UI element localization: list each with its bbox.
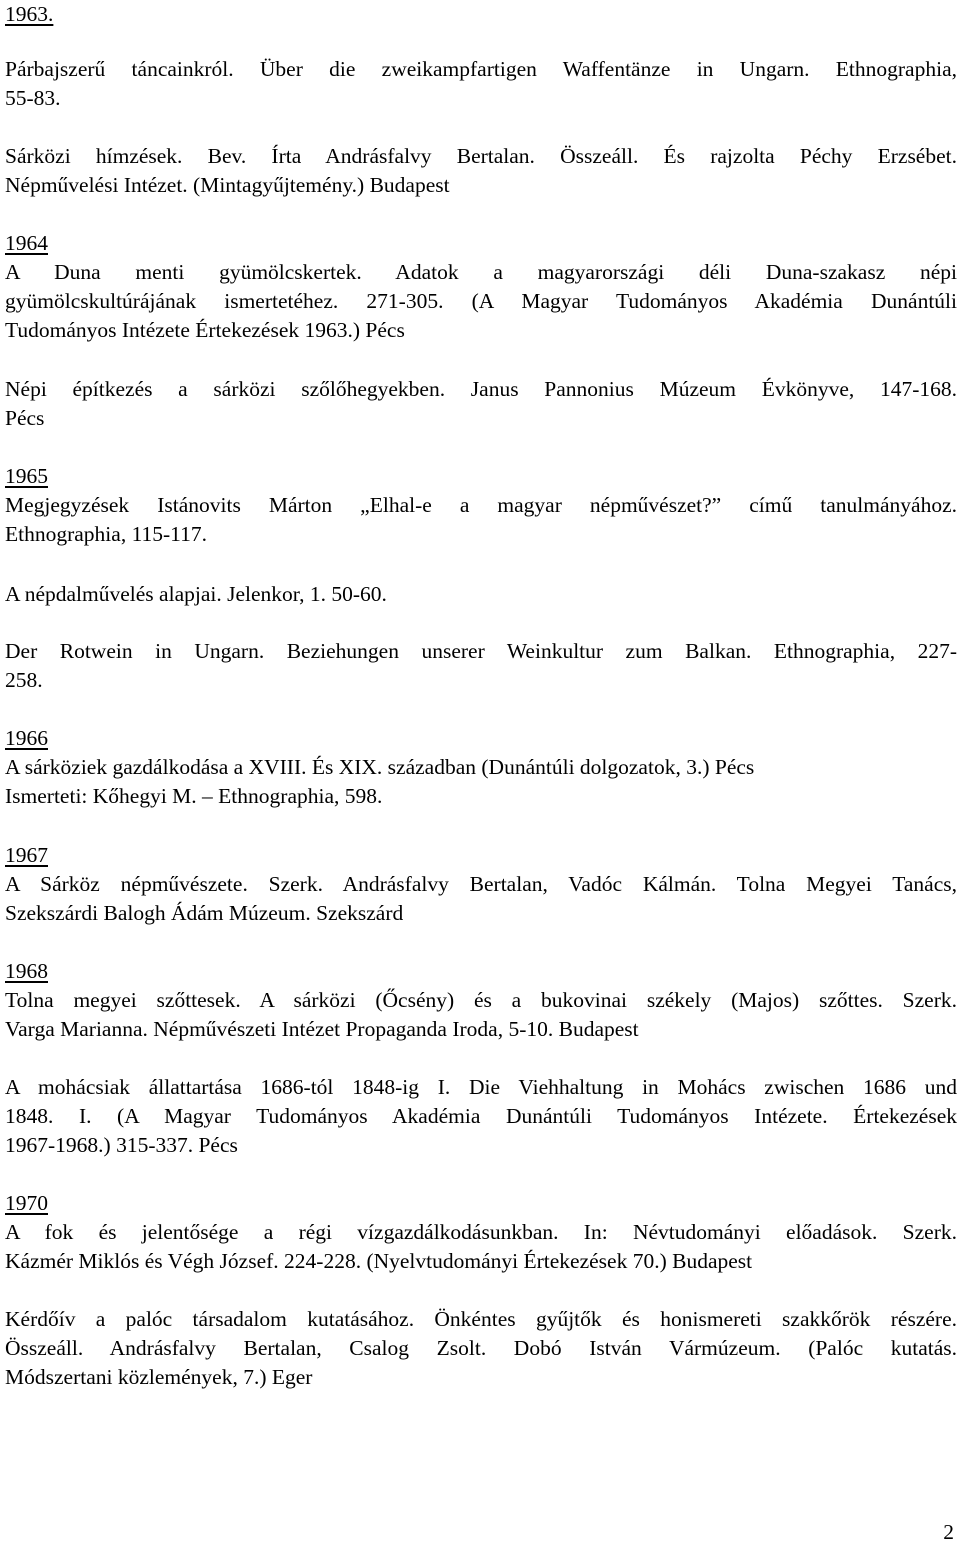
entry-line: Ismerteti: Kőhegyi M. – Ethnographia, 598. (5, 784, 383, 808)
page-number: 2 (943, 1520, 954, 1544)
entry-line: Népi építkezés a sárközi szőlőhegyekben. Janus Pannonius Múzeum Évkönyve, 147-168. (5, 377, 957, 401)
bibliography-entry (5, 957, 957, 1044)
entry-line: gyümölcskultúrájának ismertetéhez. 271-305. (A Magyar Tudományos Akadémia Dunántúli (5, 289, 957, 313)
entry-line: Kérdőív a palóc társadalom kutatásához. Önkéntes gyűjtők és honismereti szakkőrök részére. (5, 1307, 957, 1331)
year-heading: 1967 (5, 843, 48, 867)
bibliography-entry (5, 724, 957, 811)
bibliography-entry (5, 462, 957, 549)
bibliography-entry (5, 637, 957, 695)
year-heading: 1968 (5, 959, 48, 983)
entry-line: Sárközi hímzések. Bev. Írta Andrásfalvy Bertalan. Összeáll. És rajzolta Péchy Erzsébet. (5, 144, 957, 168)
entry-line: Tolna megyei szőttesek. A sárközi (Őcsény) és a bukovinai székely (Majos) szőttes. Szerk. (5, 988, 957, 1012)
entry-line: A népdalművelés alapjai. Jelenkor, 1. 50-60. (5, 582, 387, 606)
entry-line: A sárköziek gazdálkodása a XVIII. És XIX. században (Dunántúli dolgozatok, 3.) Pécs (5, 755, 755, 779)
entry-line: 55-83. (5, 86, 61, 110)
entry-line: Népművelési Intézet. (Mintagyűjtemény.) Budapest (5, 173, 450, 197)
bibliography-entry (5, 142, 957, 200)
bibliography-entry (5, 375, 957, 433)
year-heading: 1970 (5, 1191, 48, 1215)
entry-line: Kázmér Miklós és Végh József. 224-228. (Nyelvtudományi Értekezések 70.) Budapest (5, 1249, 753, 1273)
year-heading: 1963. (5, 2, 54, 26)
bibliography-entry (5, 1073, 957, 1160)
entry-line: Szekszárdi Balogh Ádám Múzeum. Szekszárd (5, 901, 404, 925)
entry-line: Párbajszerű táncainkról. Über die zweikampfartigen Waffentänze in Ungarn. Ethnographia, (5, 57, 957, 81)
entry-line: A fok és jelentősége a régi vízgazdálkodásunkban. In: Névtudományi előadások. Szerk. (5, 1220, 957, 1244)
bibliography-entry (5, 55, 957, 113)
year-heading: 1964 (5, 231, 48, 255)
entry-line: 1967-1968.) 315-337. Pécs (5, 1133, 238, 1157)
bibliography-entry (5, 1305, 957, 1392)
entry-line: Összeáll. Andrásfalvy Bertalan, Csalog Zsolt. Dobó István Vármúzeum. (Palóc kutatás. (5, 1336, 957, 1360)
entry-line: A Sárköz népművészete. Szerk. Andrásfalvy Bertalan, Vadóc Kálmán. Tolna Megyei Tanács, (5, 872, 957, 896)
bibliography-entry (5, 1189, 957, 1276)
entry-line: Tudományos Intézete Értekezések 1963.) Pécs (5, 318, 405, 342)
year-heading: 1966 (5, 726, 48, 750)
bibliography-entry (5, 229, 957, 345)
entry-line: Varga Marianna. Népművészeti Intézet Propaganda Iroda, 5-10. Budapest (5, 1017, 639, 1041)
entry-line: Módszertani közlemények, 7.) Eger (5, 1365, 313, 1389)
bibliography-entry (5, 580, 957, 609)
entry-line: Ethnographia, 115-117. (5, 522, 208, 546)
year-heading: 1965 (5, 464, 48, 488)
entry-1963-heading (5, 0, 957, 29)
bibliography-entry (5, 841, 957, 928)
entry-line: A Duna menti gyümölcskertek. Adatok a magyarországi déli Duna-szakasz népi (5, 260, 957, 284)
entry-line: Der Rotwein in Ungarn. Beziehungen unserer Weinkultur zum Balkan. Ethnographia, 227- (5, 639, 957, 663)
entry-line: A mohácsiak állattartása 1686-tól 1848-ig I. Die Viehhaltung in Mohács zwischen 1686 und (5, 1075, 957, 1099)
entry-line: Megjegyzések Istánovits Márton „Elhal-e a magyar népművészet?” című tanulmányához. (5, 493, 957, 517)
entry-line: 258. (5, 668, 43, 692)
entry-line: 1848. I. (A Magyar Tudományos Akadémia Dunántúli Tudományos Intézete. Értekezések (5, 1104, 957, 1128)
entry-line: Pécs (5, 406, 45, 430)
